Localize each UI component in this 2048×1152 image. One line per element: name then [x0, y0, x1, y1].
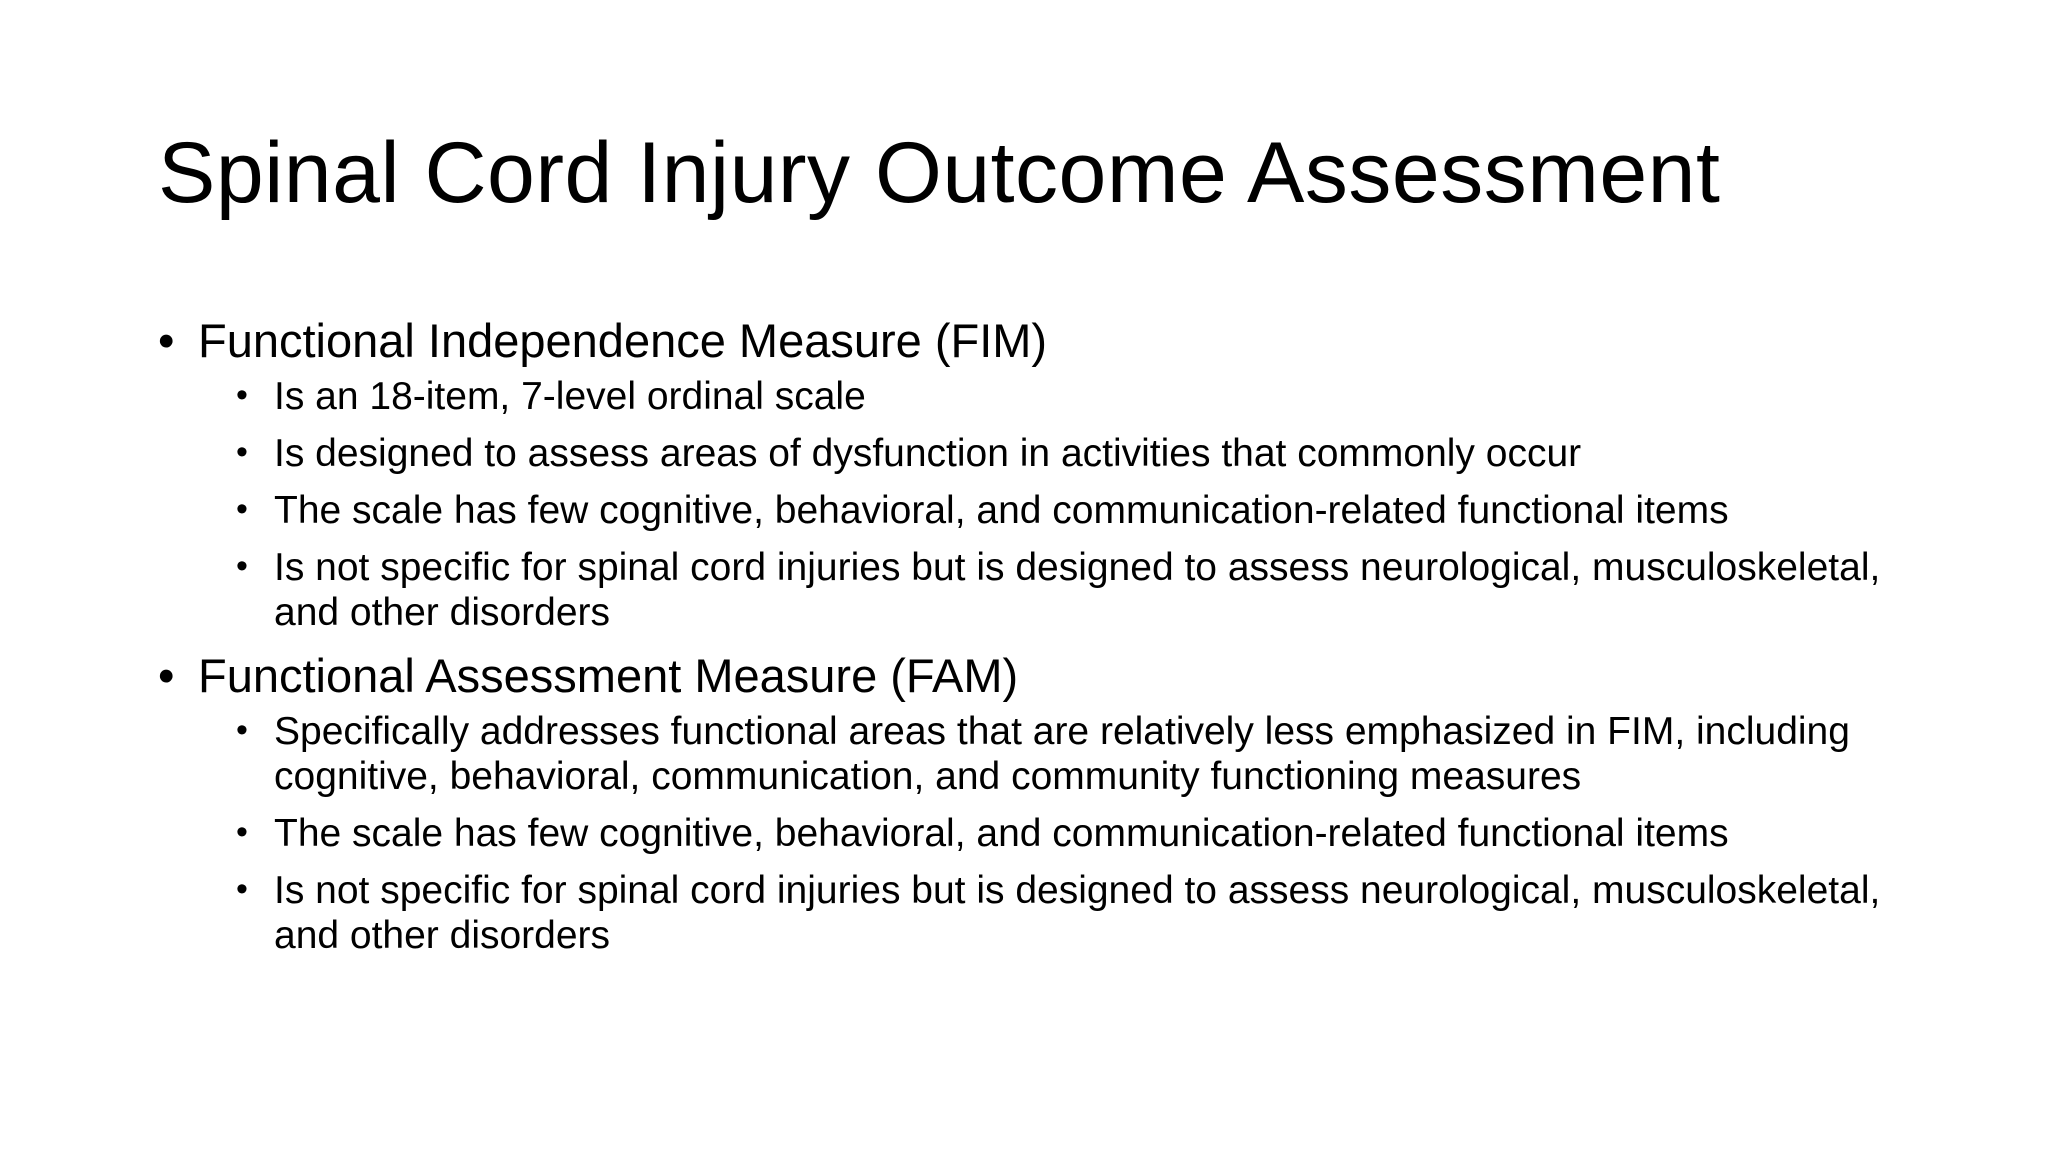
list-item-text: Is an 18-item, 7-level ordinal scale	[274, 375, 866, 418]
list-item	[158, 431, 1918, 476]
list-item	[158, 545, 1918, 635]
bullet-icon: •	[236, 547, 248, 585]
section-heading-fam	[158, 647, 1918, 705]
list-item-text: The scale has few cognitive, behavioral, and communication-related functional items	[274, 812, 1729, 855]
bullet-icon: •	[236, 490, 248, 528]
slide-title: Spinal Cord Injury Outcome Assessment	[158, 125, 1721, 221]
list-item	[158, 709, 1918, 799]
section-heading-text: Functional Assessment Measure (FAM)	[198, 649, 1019, 702]
bullet-icon: •	[236, 376, 248, 414]
fam-item-list	[158, 709, 1918, 958]
bullet-icon: •	[158, 649, 175, 702]
section-heading-text: Functional Independence Measure (FIM)	[198, 314, 1048, 367]
bullet-icon: •	[236, 711, 248, 749]
list-item	[158, 868, 1918, 958]
list-item-text: Is designed to assess areas of dysfunction in activities that commonly occur	[274, 432, 1582, 475]
list-item	[158, 374, 1918, 419]
fim-item-list	[158, 374, 1918, 635]
list-item	[158, 488, 1918, 533]
list-item	[158, 811, 1918, 856]
slide-content	[158, 312, 1918, 968]
bullet-icon: •	[158, 314, 175, 367]
bullet-icon: •	[236, 813, 248, 851]
bullet-icon: •	[236, 870, 248, 908]
section-heading-fim	[158, 312, 1918, 370]
list-item-text: Is not specific for spinal cord injuries but is designed to assess neurological, musculoskeletal, and other disorders	[274, 546, 1881, 634]
list-item-text: Is not specific for spinal cord injuries but is designed to assess neurological, musculoskeletal, and other disorders	[274, 869, 1881, 957]
list-item-text: Specifically addresses functional areas that are relatively less emphasized in FIM, including cognitive, behavioral, communication, and community functioning measures	[274, 710, 1850, 798]
list-item-text: The scale has few cognitive, behavioral, and communication-related functional items	[274, 489, 1729, 532]
bullet-icon: •	[236, 433, 248, 471]
